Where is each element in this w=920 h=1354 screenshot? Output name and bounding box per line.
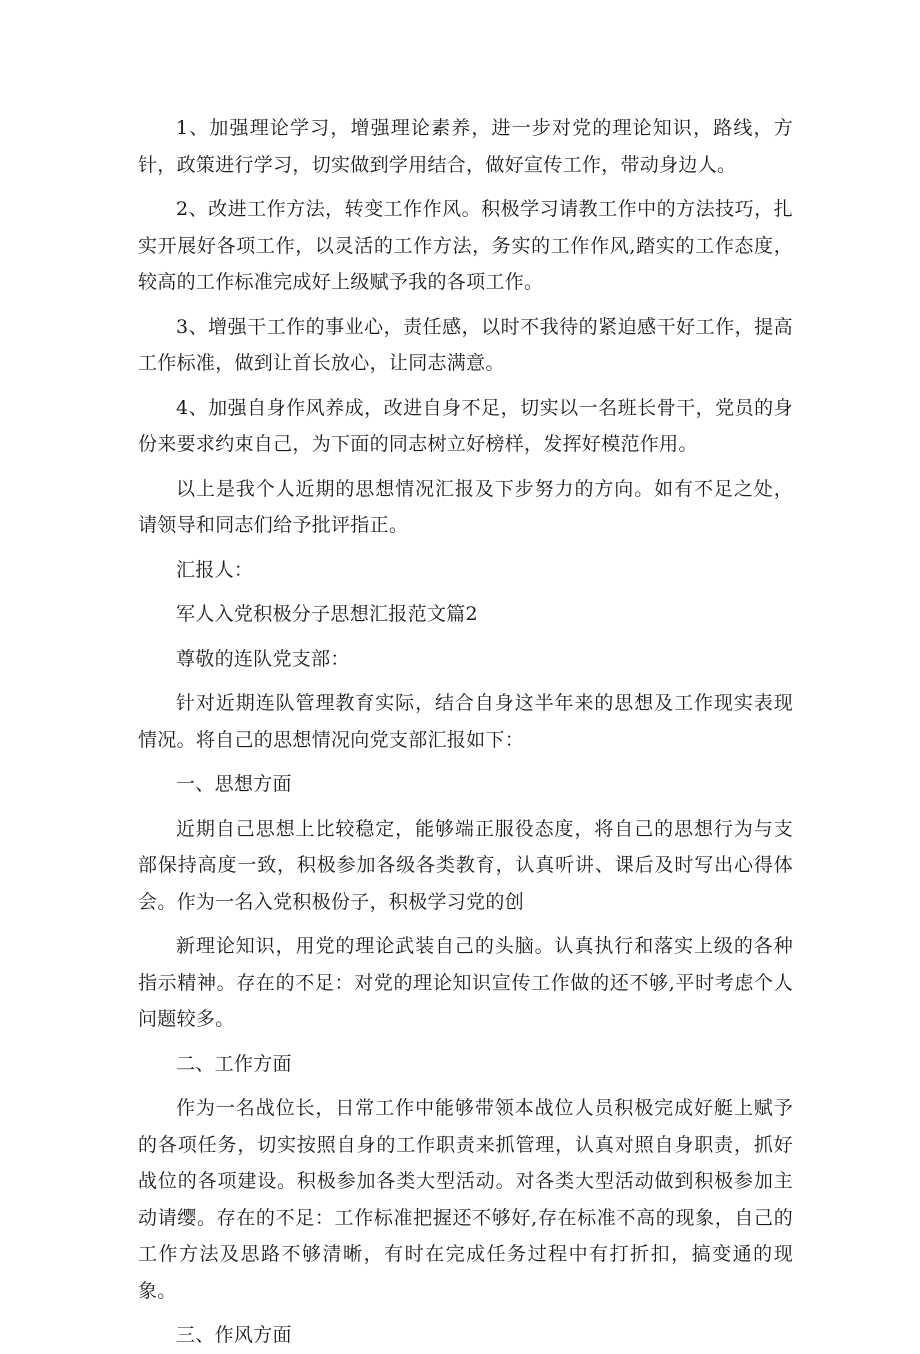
paragraph-work-method: 2、改进工作方法，转变工作作风。积极学习请教工作中的方法技巧，扎实开展好各项工作，以灵活的工作方法，务实的工作作风,踏实的工作态度，较高的工作标准完成好上级赋予我的各项工作。 (138, 198, 793, 293)
paragraph-responsibility: 3、增强干工作的事业心，责任感，以时不我待的紧迫感干好工作，提高工作标准，做到让首长放心，让同志满意。 (138, 315, 793, 374)
salutation: 尊敬的连队党支部： (176, 647, 350, 670)
paragraph-work: 作为一名战位长，日常工作中能够带领本战位人员积极完成好艇上赋予的各项任务，切实按照自身的工作职责来抓管理，认真对照自身职责，抓好战位的各项建设。积极参加各类大型活动。对各类大型活动做到积极参加主动请缨。存在的不足：工作标准把握还不够好,存在标准不高的现象，自己的工作方法及思路不够清晰，有时在完成任务过程中有打折扣，搞变通的现象。 (138, 1097, 793, 1302)
paragraph-thought-1: 近期自己思想上比较稳定，能够端正服役态度，将自己的思想行为与支部保持高度一致，积极参加各级各类教育，认真听讲、课后及时写出心得体会。作为一名入党积极份子，积极学习党的创 (138, 817, 793, 913)
paragraph-study-theory: 1、加强理论学习，增强理论素养，进一步对党的理论知识，路线，方针，政策进行学习，切实做到学用结合，做好宣传工作，带动身边人。 (138, 117, 793, 176)
section-title-essay-2: 军人入党积极分子思想汇报范文篇2 (176, 603, 478, 625)
paragraph-intro: 针对近期连队管理教育实际，结合自身这半年来的思想及工作现实表现情况。将自己的思想情况向党支部汇报如下： (138, 692, 793, 751)
paragraph-self-discipline: 4、加强自身作风养成，改进自身不足，切实以一名班长骨干，党员的身份来要求约束自己，为下面的同志树立好榜样，发挥好模范作用。 (138, 396, 793, 455)
heading-style: 三、作风方面 (176, 1324, 292, 1346)
paragraph-thought-2: 新理论知识，用党的理论武装自己的头脑。认真执行和落实上级的各种指示精神。存在的不足：对党的理论知识宣传工作做的还不够,平时考虑个人问题较多。 (138, 935, 793, 1030)
heading-work: 二、工作方面 (176, 1052, 292, 1075)
heading-thought: 一、思想方面 (176, 773, 292, 795)
document-body (138, 110, 793, 1354)
reporter-label: 汇报人： (176, 558, 254, 581)
paragraph-closing-remark: 以上是我个人近期的思想情况汇报及下步努力的方向。如有不足之处，请领导和同志们给予批评指正。 (138, 477, 793, 536)
